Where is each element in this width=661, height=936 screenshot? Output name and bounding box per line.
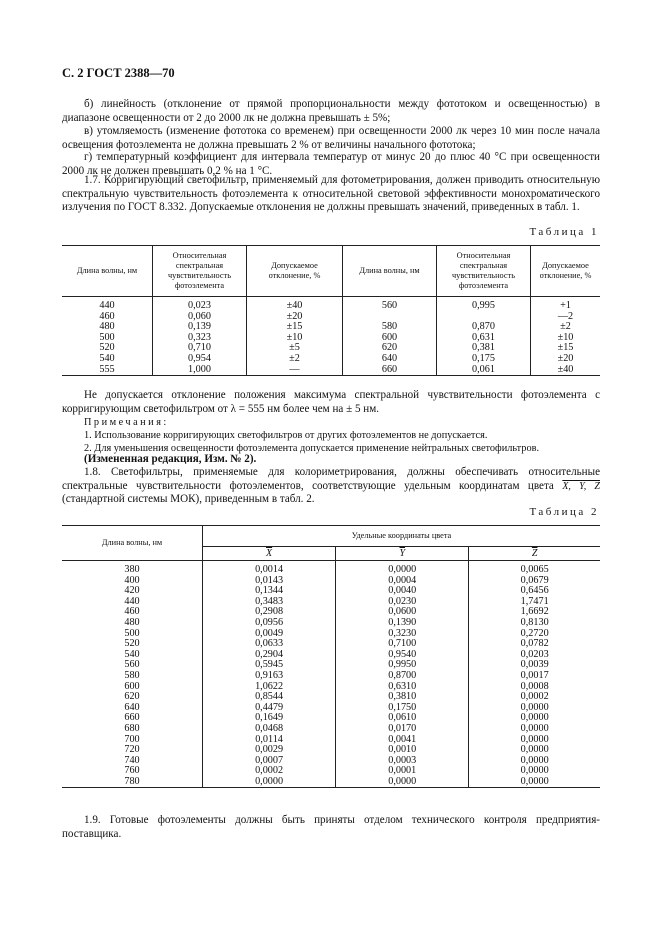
table2-row	[62, 692, 600, 703]
table2-cell: 560	[124, 659, 140, 671]
table2-cell: 0,0014	[203, 561, 336, 576]
table1-cell: ±15	[247, 322, 343, 333]
table2-cell: 500	[124, 627, 140, 639]
table1-cell: 660	[343, 365, 437, 376]
table2-cell: 420	[124, 585, 140, 597]
table2-cell: 0,0633	[203, 639, 336, 650]
table2-cell: 0,0029	[203, 745, 336, 756]
table1-cell: 620	[343, 343, 437, 354]
page-header: С. 2 ГОСТ 2388—70	[62, 66, 175, 80]
table2-cell: 480	[124, 616, 140, 628]
table2-cell: 0,1344	[203, 586, 336, 597]
paragraph-1-7-text: 1.7. Корригирующий светофильтр, применяемый для фотометрирования, должен приводить относительную спектральную чувствительность фотоэлемента к относительной световой эффективности монохроматического излучения по ГОСТ 8.332. Допускаемые отклонения не должны превышать значений, приведенных в табл. 1.	[62, 174, 600, 214]
table2-cell: 0,0010	[336, 745, 469, 756]
table2-row	[62, 597, 600, 608]
paragraph-1-8-text-b: (стандартной системы МОК), приведенным в табл. 2.	[62, 493, 315, 506]
table2-row	[62, 703, 600, 714]
table2-cell: 0,0000	[336, 777, 469, 788]
table2-cell: 0,2720	[469, 629, 600, 640]
table2-row	[62, 735, 600, 746]
table1-body	[62, 297, 600, 376]
table1-cell: 520	[99, 342, 115, 354]
table2-cell: 0,4479	[203, 703, 336, 714]
table1-cell: ±20	[247, 312, 343, 323]
table1-cell: 0,381	[437, 343, 531, 354]
table1-cell: 480	[99, 321, 115, 333]
table2-row	[62, 777, 600, 788]
table1-cell: ±20	[531, 354, 601, 365]
paragraph-after-table1	[62, 389, 600, 416]
table2-cell: 0,3483	[203, 597, 336, 608]
paragraph-b	[62, 98, 600, 125]
table2-row	[62, 724, 600, 735]
paragraph-v	[62, 125, 600, 152]
xyz-coordinates: X, Y, Z	[562, 480, 600, 492]
table2-cell: 0,0017	[469, 671, 600, 682]
notes-title	[62, 416, 600, 429]
table2-cell: 380	[124, 564, 140, 575]
table2-cell: 640	[124, 701, 140, 713]
table1-cell: 440	[99, 300, 115, 311]
table2-cell: 0,0600	[336, 607, 469, 618]
table1-cell: 0,323	[153, 333, 247, 344]
table2-row	[62, 586, 600, 597]
table2-row	[62, 650, 600, 661]
paragraph-1-8-text-a: 1.8. Светофильтры, применяемые для колориметрирования, должны обеспечивать относительные спектральные чувствительности фотоэлементов, соответствующие удельным координатам цвета	[62, 466, 600, 492]
table1-cell: ±5	[247, 343, 343, 354]
table2-cell: 1,0622	[203, 682, 336, 693]
table2-row	[62, 682, 600, 693]
table2-cell: 0,0170	[336, 724, 469, 735]
table2-header-wavelength: Длина волны, нм	[62, 526, 203, 561]
table1-cell: 0,870	[437, 322, 531, 333]
table1-header: Относительная спектральная чувствительность фотоэлемента	[437, 246, 531, 297]
paragraph-1-9	[62, 814, 600, 841]
table2-subheader-x	[203, 547, 336, 561]
table1-cell: ±2	[531, 322, 601, 333]
table1-cell: 640	[343, 354, 437, 365]
table2-row	[62, 607, 600, 618]
note-1-text: 1. Использование корригирующих светофильтров от других фотоэлементов не допускается.	[84, 430, 488, 441]
table2-cell: 0,0000	[469, 713, 600, 724]
table2-cell: 0,0002	[469, 692, 600, 703]
paragraph-1-9-text: 1.9. Готовые фотоэлементы должны быть приняты отделом технического контроля предприятия-поставщика.	[62, 814, 600, 840]
table2-cell: 0,9163	[203, 671, 336, 682]
table1-cell: 0,139	[153, 322, 247, 333]
table1-cell: 0,710	[153, 343, 247, 354]
paragraph-after-table1-text: Не допускается отклонение положения максимума спектральной чувствительности фотоэлемента с корригирующим светофильтром от λ = 555 нм более чем на ± 5 нм.	[62, 389, 600, 415]
table2-cell: 0,1649	[203, 713, 336, 724]
table2-cell: 0,2908	[203, 607, 336, 618]
paragraph-g-text: г) температурный коэффициент для интервала температур от минус 20 до плюс 40 °С при освещенности 2000 лк не должен превышать 0,2 % на 1 °С.	[62, 151, 600, 177]
table2-cell: 520	[124, 638, 140, 650]
table1-row	[62, 354, 600, 365]
table1-cell: 0,995	[437, 297, 531, 312]
table1-cell: ±10	[247, 333, 343, 344]
table1-cell: ±10	[531, 333, 601, 344]
table1-row	[62, 343, 600, 354]
table2-cell: 0,0002	[203, 766, 336, 777]
table1-cell: —2	[531, 312, 601, 323]
paragraph-1-8	[62, 466, 600, 507]
table2-row	[62, 639, 600, 650]
subheader-y-label: $\overline{Y}$	[399, 547, 406, 559]
table1-cell: 555	[62, 365, 153, 376]
paragraph-v-text: в) утомляемость (изменение фототока со временем) при освещенности 2000 лк через 10 мин после начала освещения фотоэлемента не должна превышать 2 % от величины начального фототока;	[62, 125, 600, 151]
table1-cell: 0,175	[437, 354, 531, 365]
table2-cell: 440	[124, 595, 140, 607]
table2-cell: 0,6456	[469, 586, 600, 597]
table1-row	[62, 297, 600, 312]
edition-note-text: (Измененная редакция, Изм. № 2).	[84, 453, 257, 465]
table2-cell: 0,0049	[203, 629, 336, 640]
table2-cell: 580	[124, 669, 140, 681]
table1-header: Допускаемое отклонение, %	[531, 246, 601, 297]
table2-cell: 0,3810	[336, 692, 469, 703]
table2-cell: 0,0000	[469, 777, 600, 788]
table2-cell: 0,9950	[336, 660, 469, 671]
table1-cell: 460	[99, 310, 115, 322]
table2-cell: 0,8544	[203, 692, 336, 703]
table1-cell: 0,023	[153, 297, 247, 312]
table2-cell: 0,8130	[469, 618, 600, 629]
table1-header: Допускаемое отклонение, %	[247, 246, 343, 297]
note-1	[62, 429, 600, 442]
paragraph-1-7	[62, 174, 600, 215]
table2-cell: 0,0000	[469, 703, 600, 714]
table1-cell: —	[247, 365, 343, 376]
table2-cell: 740	[124, 754, 140, 766]
table1-cell: 0,061	[437, 365, 531, 376]
table1-cell: ±2	[247, 354, 343, 365]
table2-cell: 0,8700	[336, 671, 469, 682]
table2-row	[62, 561, 600, 576]
table2-cell: 620	[124, 691, 140, 703]
table1-cell: 560	[343, 297, 437, 312]
table2-row	[62, 576, 600, 587]
table2-row	[62, 756, 600, 767]
table2-cell: 0,0041	[336, 735, 469, 746]
table2-cell: 0,0610	[336, 713, 469, 724]
table2-cell: 660	[124, 712, 140, 724]
table2-cell: 0,0000	[469, 735, 600, 746]
table2-row	[62, 671, 600, 682]
table1-cell: 1,000	[153, 365, 247, 376]
table2-cell: 760	[124, 765, 140, 777]
table2-cell: 0,0008	[469, 682, 600, 693]
table2-cell: 0,0782	[469, 639, 600, 650]
table2-cell: 0,0007	[203, 756, 336, 767]
subheader-x-label: $\overline{X}$	[266, 547, 273, 559]
table2-cell: 0,1390	[336, 618, 469, 629]
table2-cell: 720	[124, 744, 140, 756]
table2-cell: 1,6692	[469, 607, 600, 618]
table2-cell: 0,0000	[469, 745, 600, 756]
table2-caption: Таблица 2	[529, 506, 599, 518]
table2-subheader-z	[469, 547, 600, 561]
table2-row	[62, 618, 600, 629]
paragraph-b-text: б) линейность (отклонение от прямой пропорциональности между фототоком и освещенностью) в диапазоне освещенности от 2 до 2000 лк не должна превышать ± 5%;	[62, 98, 600, 124]
table2-cell: 0,0956	[203, 618, 336, 629]
table1-row	[62, 312, 600, 323]
table2-cell: 0,5945	[203, 660, 336, 671]
table2-cell: 0,3230	[336, 629, 469, 640]
table1-row	[62, 365, 600, 376]
table2-cell: 400	[124, 574, 140, 586]
table2-cell: 680	[124, 722, 140, 734]
table2-row	[62, 766, 600, 777]
table2-cell: 0,0230	[336, 597, 469, 608]
subheader-z-label: $\overline{Z}$	[531, 547, 538, 559]
table1-row	[62, 322, 600, 333]
table2-cell: 0,0203	[469, 650, 600, 661]
table2-row	[62, 713, 600, 724]
table2-cell: 0,0000	[469, 766, 600, 777]
table2-cell: 460	[124, 606, 140, 618]
table2-cell: 0,0114	[203, 735, 336, 746]
table1-cell: 540	[99, 352, 115, 364]
table1-cell: 600	[343, 333, 437, 344]
table1-row	[62, 333, 600, 344]
table2-row	[62, 629, 600, 640]
notes-title-text: Примечания:	[84, 417, 169, 428]
table-2	[62, 525, 600, 788]
table2-cell: 0,0065	[469, 561, 600, 576]
table2-cell: 600	[124, 680, 140, 692]
table1-header: Длина волны, нм	[343, 246, 437, 297]
table2-cell: 0,0468	[203, 724, 336, 735]
table2-header-group: Удельные координаты цвета	[203, 526, 601, 547]
table2-cell: 780	[62, 777, 203, 788]
table2-cell: 0,1750	[336, 703, 469, 714]
table2-cell: 0,0000	[203, 777, 336, 788]
table2-cell: 0,0143	[203, 576, 336, 587]
table1-cell: ±40	[247, 297, 343, 312]
table2-cell: 0,0003	[336, 756, 469, 767]
table2-cell: 0,0000	[469, 756, 600, 767]
table2-header-row	[62, 526, 600, 547]
note-2-text: 2. Для уменьшения освещенности фотоэлемента допускается применение нейтральных светофильтров.	[84, 443, 540, 454]
table2-cell: 0,0039	[469, 660, 600, 671]
edition-note	[62, 453, 600, 467]
table2-cell: 0,0004	[336, 576, 469, 587]
table2-cell: 0,9540	[336, 650, 469, 661]
table1-cell: +1	[531, 297, 601, 312]
table2-cell: 0,2904	[203, 650, 336, 661]
table2-cell: 0,0040	[336, 586, 469, 597]
table1-cell: ±15	[531, 343, 601, 354]
table2-cell: 0,0000	[336, 561, 469, 576]
table1-cell: 580	[343, 322, 437, 333]
table1-header-row	[62, 246, 600, 297]
table2-cell: 0,0000	[469, 724, 600, 735]
table2-cell: 0,7100	[336, 639, 469, 650]
table2-body	[62, 561, 600, 788]
table2-subheader-y	[336, 547, 469, 561]
table1-cell: 0,954	[153, 354, 247, 365]
table1-cell: 0,631	[437, 333, 531, 344]
table2-row	[62, 660, 600, 671]
table2-cell: 1,7471	[469, 597, 600, 608]
table-1	[62, 245, 600, 376]
table1-cell: ±40	[531, 365, 601, 376]
table1-cell: 500	[99, 331, 115, 343]
table1-header: Длина волны, нм	[62, 246, 153, 297]
table2-cell: 0,6310	[336, 682, 469, 693]
table2-cell: 540	[124, 648, 140, 660]
table2-cell: 700	[124, 733, 140, 745]
table1-header: Относительная спектральная чувствительность фотоэлемента	[153, 246, 247, 297]
table1-caption: Таблица 1	[529, 226, 599, 238]
table2-row	[62, 745, 600, 756]
table1-cell: 0,060	[153, 312, 247, 323]
table2-cell: 0,0001	[336, 766, 469, 777]
table2-cell: 0,0679	[469, 576, 600, 587]
